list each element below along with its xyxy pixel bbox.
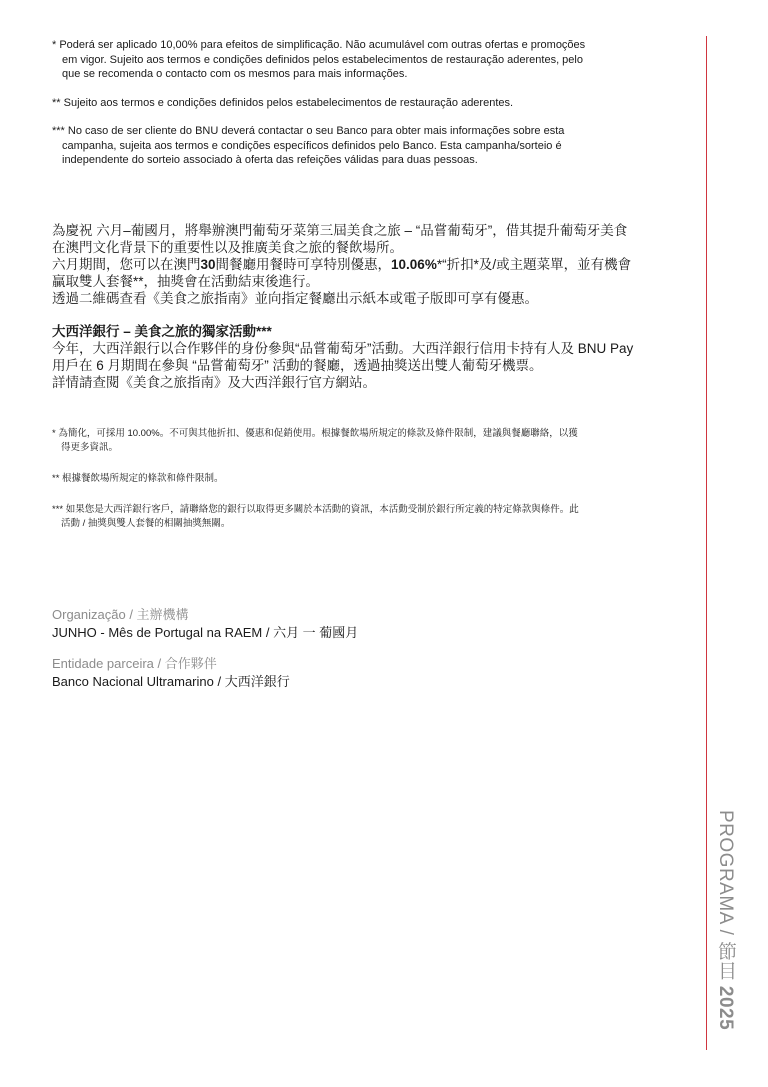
footnote-pt-2: ** Sujeito aos termos e condições definidos pelos estabelecimentos de restauração aderentes. — [52, 96, 514, 109]
footnote-pt-3: *** No caso de ser cliente do BNU deverá contactar o seu Banco para obter mais informações sobre esta campanha, sujeita aos termos e condições específicos definidos pelo Banco. Esta campanha/sorteio é independente do sorteio associado à oferta das refeições válidas para duas pessoas. — [52, 125, 565, 166]
bnu-section — [52, 323, 672, 391]
side-section-label — [714, 810, 736, 1050]
bnu-section-body: 今年，大西洋銀行以合作夥伴的身份參與“品嘗葡萄牙”活動。大西洋銀行信用卡持有人及 BNU Pay 用戶在 6 月期間在參與 “品嘗葡萄牙” 活動的餐廳，透過抽獎送出雙人葡萄牙機票。 詳情請查閱《美食之旅指南》及大西洋銀行官方網站。 — [52, 340, 634, 390]
organization-label: Organização / 主辦機構 — [52, 606, 189, 622]
intro-zh — [52, 222, 672, 307]
footnote-zh-3: *** 如果您是大西洋銀行客戶，請聯絡您的銀行以取得更多關於本活動的資訊，本活動受制於銀行所定義的特定條款與條件。此 活動 / 抽獎與雙人套餐的相關抽獎無關。 — [52, 503, 579, 529]
vertical-divider — [706, 36, 707, 1050]
side-label-text: PROGRAMA / 節目 — [715, 810, 736, 986]
intro-zh-line-2 — [52, 256, 672, 290]
intro-zh-line-1: 為慶祝 六月–葡國月，將舉辦澳門葡萄牙菜第三屆美食之旅 – “品嘗葡萄牙”，借其提升葡萄牙美食 在澳門文化背景下的重要性以及推廣美食之旅的餐飲場所。 — [52, 222, 628, 255]
discount-percent: 10.06% — [391, 256, 437, 272]
footnote-zh-2: ** 根據餐飲場所規定的條款和條件限制。 — [52, 472, 224, 484]
main-content — [52, 38, 672, 704]
footnote-pt-1: * Poderá ser aplicado 10,00% para efeitos de simplificação. Não acumulável com outras ofertas e promoções em vigor. Sujeito aos termos e condições definidos pelos estabelecimentos de restauração aderentes, pelo que se recomenda o contacto com os mesmos para mais informações. — [52, 39, 586, 80]
partner-value: Banco Nacional Ultramarino / 大西洋銀行 — [52, 673, 290, 689]
organization-value: JUNHO - Mês de Portugal na RAEM / 六月 一 葡國月 — [52, 624, 359, 640]
footnote-zh-1: * 為簡化，可採用 10.00%。不可與其他折扣、優惠和促銷使用。根據餐飲場所規定的條款及條件限制，建議與餐廳聯絡，以獲 得更多資訊。 — [52, 427, 578, 453]
partner-label: Entidade parceira / 合作夥伴 — [52, 655, 217, 671]
intro-zh-line-2-b: 間餐廳用餐時可享特別優惠， — [215, 256, 392, 272]
restaurant-count: 30 — [200, 256, 216, 272]
side-label-year: 2025 — [715, 985, 736, 1031]
bnu-section-title: 大西洋銀行 – 美食之旅的獨家活動*** — [52, 323, 272, 339]
intro-zh-line-2-c: *“折扣*及/或主題菜單，並有機會 贏取雙人套餐**，抽獎會在活動結束後進行。 — [52, 256, 632, 289]
intro-zh-line-3: 透過二維碼查看《美食之旅指南》並向指定餐廳出示紙本或電子版即可享有優惠。 — [52, 290, 538, 306]
intro-zh-line-2-a: 六月期間，您可以在澳門 — [52, 256, 201, 272]
